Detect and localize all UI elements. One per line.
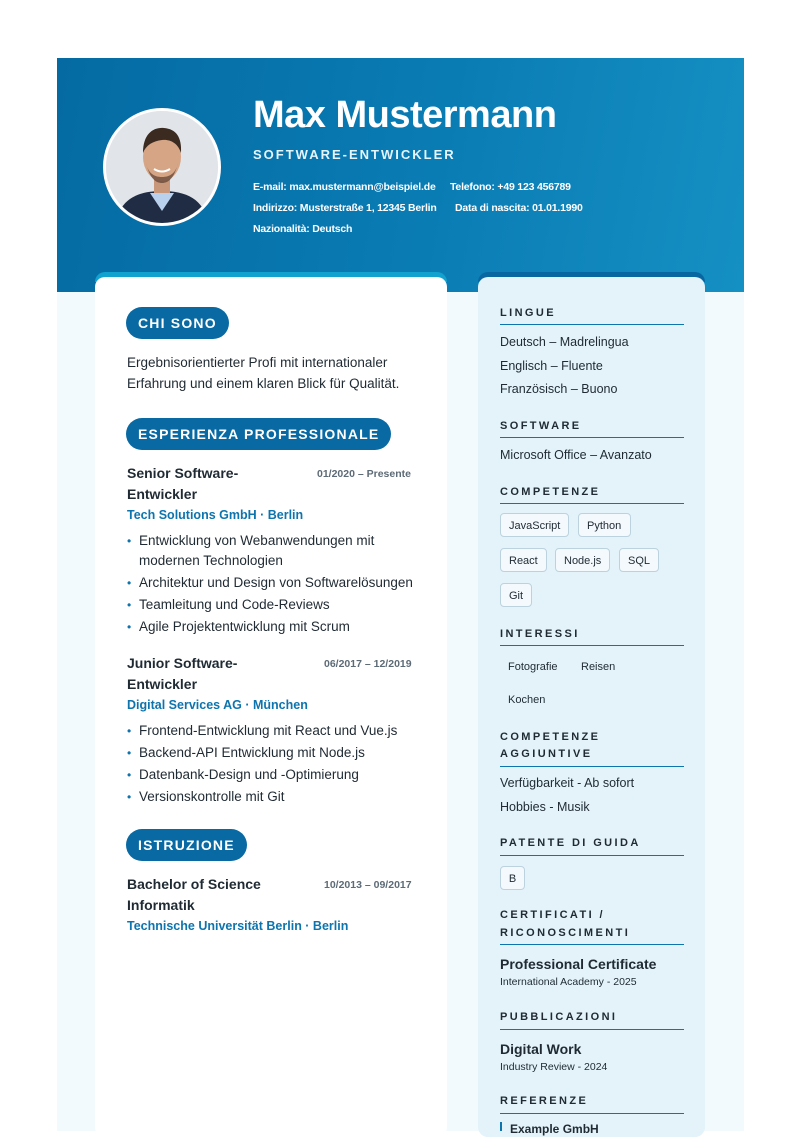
reference-name: Example GmbH [510,1122,599,1136]
interest-item: Kochen [508,694,546,706]
contact-nationality: Nazionalità: Deutsch [253,223,353,235]
contact-email: E-mail: max.mustermann@beispiel.de [253,181,436,193]
skill-tag: React [500,548,547,572]
section-divider [500,645,684,646]
extra-skills-heading-line-2: AGGIUNTIVE [500,748,593,760]
contact-phone: Telefono: +49 123 456789 [450,181,571,193]
section-divider [500,1029,684,1030]
license-heading: PATENTE DI GUIDA [500,837,641,849]
section-divider [500,324,684,325]
publications-heading: PUBBLICAZIONI [500,1011,618,1023]
contact-birthdate: Data di nascita: 01.01.1990 [455,202,583,214]
skill-tag: Python [578,513,631,537]
section-divider [500,437,684,438]
skill-tag: SQL [619,548,659,572]
certificates-heading-line-1: CERTIFICATI / [500,909,605,921]
interest-item: Fotografie [508,661,558,673]
extra-skills-heading-line-1: COMPETENZE [500,731,601,743]
sidebar-card [478,277,705,1137]
license-tag: B [500,866,525,890]
skill-tag: Git [500,583,532,607]
job-title-line-1: Junior Software- [127,655,238,671]
software-item: Microsoft Office – Avanzato [500,448,652,462]
extra-skill-item: Verfügbarkeit - Ab sofort [500,776,635,790]
section-divider [500,1113,684,1114]
candidate-role: SOFTWARE-ENTWICKLER [253,147,456,162]
job-company: Digital Services AG · München [127,698,308,712]
interest-item: Reisen [581,661,616,673]
job-bullet: • Teamleitung und Code-Reviews [127,595,427,615]
candidate-name: Max Mustermann [253,94,557,136]
job-title-line-2: Entwickler [127,676,198,692]
section-divider [500,944,684,945]
job-bullet: • Backend-API Entwicklung mit Node.js [127,743,427,763]
reference-marker [500,1122,502,1131]
section-divider [500,503,684,504]
job-company: Tech Solutions GmbH · Berlin [127,508,304,522]
contact-address: Indirizzo: Musterstraße 1, 12345 Berlin [253,202,437,214]
about-text-line-1: Ergebnisorientierter Profi mit internationaler [127,355,388,370]
job-bullet: • Datenbank-Design und -Optimierung [127,765,427,785]
degree-line-1: Bachelor of Science [127,876,261,892]
about-text-line-2: Erfahrung und einem klaren Blick für Qualität. [127,376,400,391]
job-bullet: • Agile Projektentwicklung mit Scrum [127,617,427,637]
publication-issuer: Industry Review - 2024 [500,1061,608,1073]
degree-line-2: Informatik [127,897,195,913]
certificate-name: Professional Certificate [500,956,657,972]
job-date: 01/2020 – Presente [317,468,411,480]
job-title-line-2: Entwickler [127,486,198,502]
software-heading: SOFTWARE [500,420,582,432]
about-heading: CHI SONO [126,307,229,339]
job-bullet: • Frontend-Entwicklung mit React und Vue.js [127,721,427,741]
education-date: 10/2013 – 09/2017 [324,879,412,891]
skill-tag: Node.js [555,548,610,572]
languages-heading: LINGUE [500,307,556,319]
publication-name: Digital Work [500,1041,582,1057]
job-bullet: • Entwicklung von Webanwendungen mit modernen Technologien [127,531,427,571]
section-divider [500,766,684,767]
skills-heading: COMPETENZE [500,486,601,498]
certificate-issuer: International Academy - 2025 [500,976,637,988]
job-date: 06/2017 – 12/2019 [324,658,412,670]
references-heading: REFERENZE [500,1095,589,1107]
job-title-line-1: Senior Software- [127,465,239,481]
job-bullet: • Versionskontrolle mit Git [127,787,427,807]
job-bullet: • Architektur und Design von Softwarelösungen [127,573,427,593]
experience-heading: ESPERIENZA PROFESSIONALE [126,418,391,450]
education-school: Technische Universität Berlin · Berlin [127,919,349,933]
language-item: Englisch – Fluente [500,359,603,373]
extra-skill-item: Hobbies - Musik [500,800,590,814]
section-divider [500,855,684,856]
skill-tag: JavaScript [500,513,569,537]
interests-heading: INTERESSI [500,628,580,640]
language-item: Deutsch – Madrelingua [500,335,629,349]
certificates-heading-line-2: RICONOSCIMENTI [500,927,631,939]
education-heading: ISTRUZIONE [126,829,247,861]
language-item: Französisch – Buono [500,382,618,396]
profile-photo [103,108,221,226]
